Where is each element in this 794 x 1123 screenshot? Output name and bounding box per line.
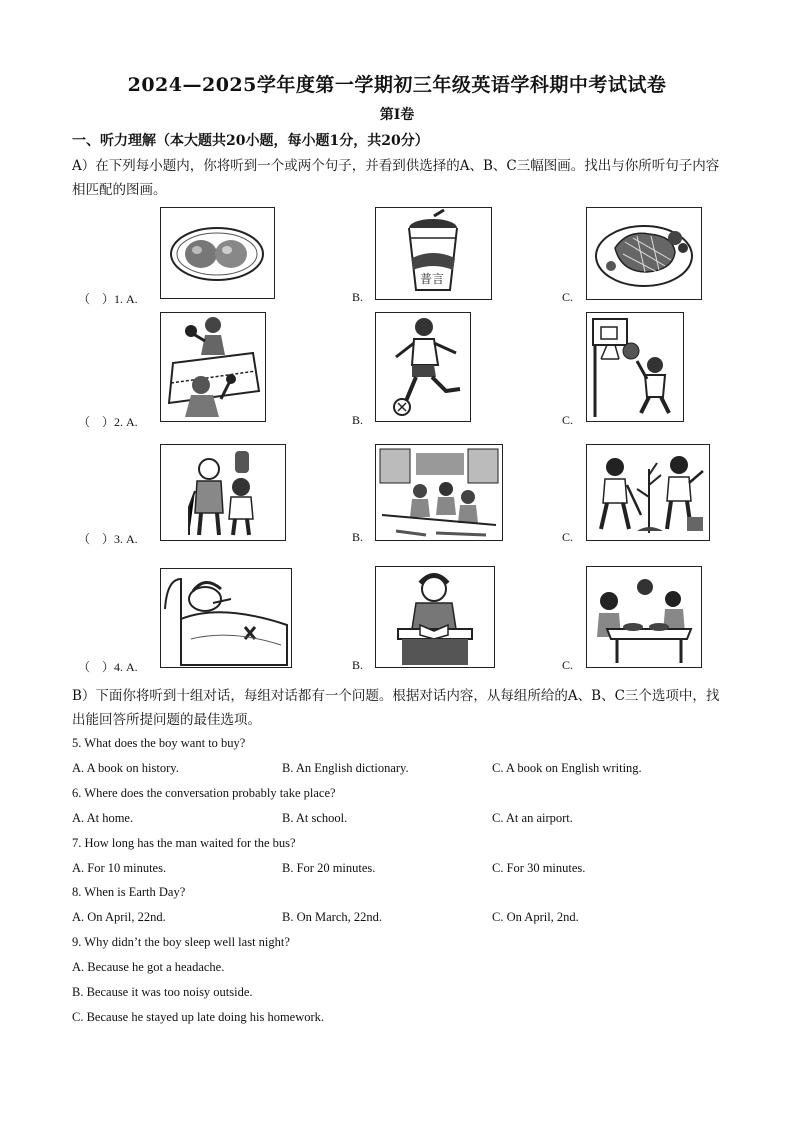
drink-can-icon [376, 208, 491, 299]
sick-in-bed-icon [161, 569, 291, 667]
soccer-player-icon [376, 313, 470, 421]
picture-2a-ping-pong[interactable] [160, 312, 266, 422]
q9-option-c[interactable]: C. Because he stayed up late doing his homework. [72, 1010, 325, 1024]
picture-2b-soccer[interactable] [375, 312, 471, 422]
row-4-c-label: C. [562, 658, 574, 672]
q9-option-a[interactable]: A. Because he got a headache. [72, 960, 225, 974]
question-8: 8. When is Earth Day? [72, 885, 186, 899]
row-4-label: （ ）4. A. [78, 660, 138, 674]
basketball-icon [587, 313, 683, 421]
q5-option-c[interactable]: C. A book on English writing. [492, 761, 642, 775]
picture-4a-sick-in-bed[interactable] [160, 568, 292, 668]
question-9: 9. Why didn’t the boy sleep well last night? [72, 935, 290, 949]
q9-option-b[interactable]: B. Because it was too noisy outside. [72, 985, 253, 999]
picture-1b-can[interactable] [375, 207, 492, 300]
q8-option-c[interactable]: C. On April, 2nd. [492, 910, 579, 924]
q8-option-b[interactable]: B. On March, 22nd. [282, 910, 382, 924]
family-dinner-icon [587, 567, 701, 667]
row-1-c-label: C. [562, 290, 574, 304]
can-text: 普言 [420, 272, 445, 286]
volume-label: 第Ⅰ卷 [379, 107, 415, 123]
picture-3a-old-man[interactable] [160, 444, 286, 541]
row-2-label: （ ）2. A. [78, 415, 138, 429]
picture-2c-basketball[interactable] [586, 312, 684, 422]
picture-3b-classroom[interactable] [375, 444, 503, 541]
ping-pong-icon [161, 313, 265, 421]
helping-old-man-icon [161, 445, 285, 540]
picture-3c-planting-trees[interactable] [586, 444, 710, 541]
q7-option-c[interactable]: C. For 30 minutes. [492, 861, 586, 875]
section-heading: 一、听力理解（本大题共20小题，每小题1分，共20分） [72, 133, 429, 149]
eggs-icon [161, 208, 274, 298]
row-3-b-label: B. [352, 530, 364, 544]
row-4-b-label: B. [352, 658, 364, 672]
part-b-instructions: B）下面你将听到十组对话，每组对话都有一个问题。根据对话内容，从每组所给的A、B、C三个选项中，找出能回答所提问题的最佳选项。 [72, 688, 720, 728]
q6-option-a[interactable]: A. At home. [72, 811, 134, 825]
question-5: 5. What does the boy want to buy? [72, 736, 246, 750]
row-1-b-label: B. [352, 290, 364, 304]
girl-reading-icon [376, 567, 494, 667]
picture-4b-reading[interactable] [375, 566, 495, 668]
picture-1a-eggs[interactable] [160, 207, 275, 299]
row-2-c-label: C. [562, 413, 574, 427]
part-a-instructions: A）在下列每小题内，你将听到一个或两个句子，并看到供选择的A、B、C三幅图画。找出与你所听句子内容相匹配的图画。 [72, 158, 720, 198]
q7-option-a[interactable]: A. For 10 minutes. [72, 861, 167, 875]
q5-option-a[interactable]: A. A book on history. [72, 761, 179, 775]
steak-plate-icon [587, 208, 701, 299]
q7-option-b[interactable]: B. For 20 minutes. [282, 861, 376, 875]
question-7: 7. How long has the man waited for the bus? [72, 836, 296, 850]
question-6: 6. Where does the conversation probably take place? [72, 786, 336, 800]
planting-trees-icon [587, 445, 709, 540]
picture-1c-steak[interactable] [586, 207, 702, 300]
q6-option-c[interactable]: C. At an airport. [492, 811, 573, 825]
q6-option-b[interactable]: B. At school. [282, 811, 348, 825]
q8-option-a[interactable]: A. On April, 22nd. [72, 910, 166, 924]
row-1-label: （ ）1. A. [78, 292, 138, 306]
q5-option-b[interactable]: B. An English dictionary. [282, 761, 409, 775]
row-2-b-label: B. [352, 413, 364, 427]
row-3-c-label: C. [562, 530, 574, 544]
picture-4c-family-dinner[interactable] [586, 566, 702, 668]
page-title: 2024—2025学年度第一学期初三年级英语学科期中考试试卷 [127, 74, 667, 96]
classroom-icon [376, 445, 502, 540]
row-3-label: （ ）3. A. [78, 532, 138, 546]
